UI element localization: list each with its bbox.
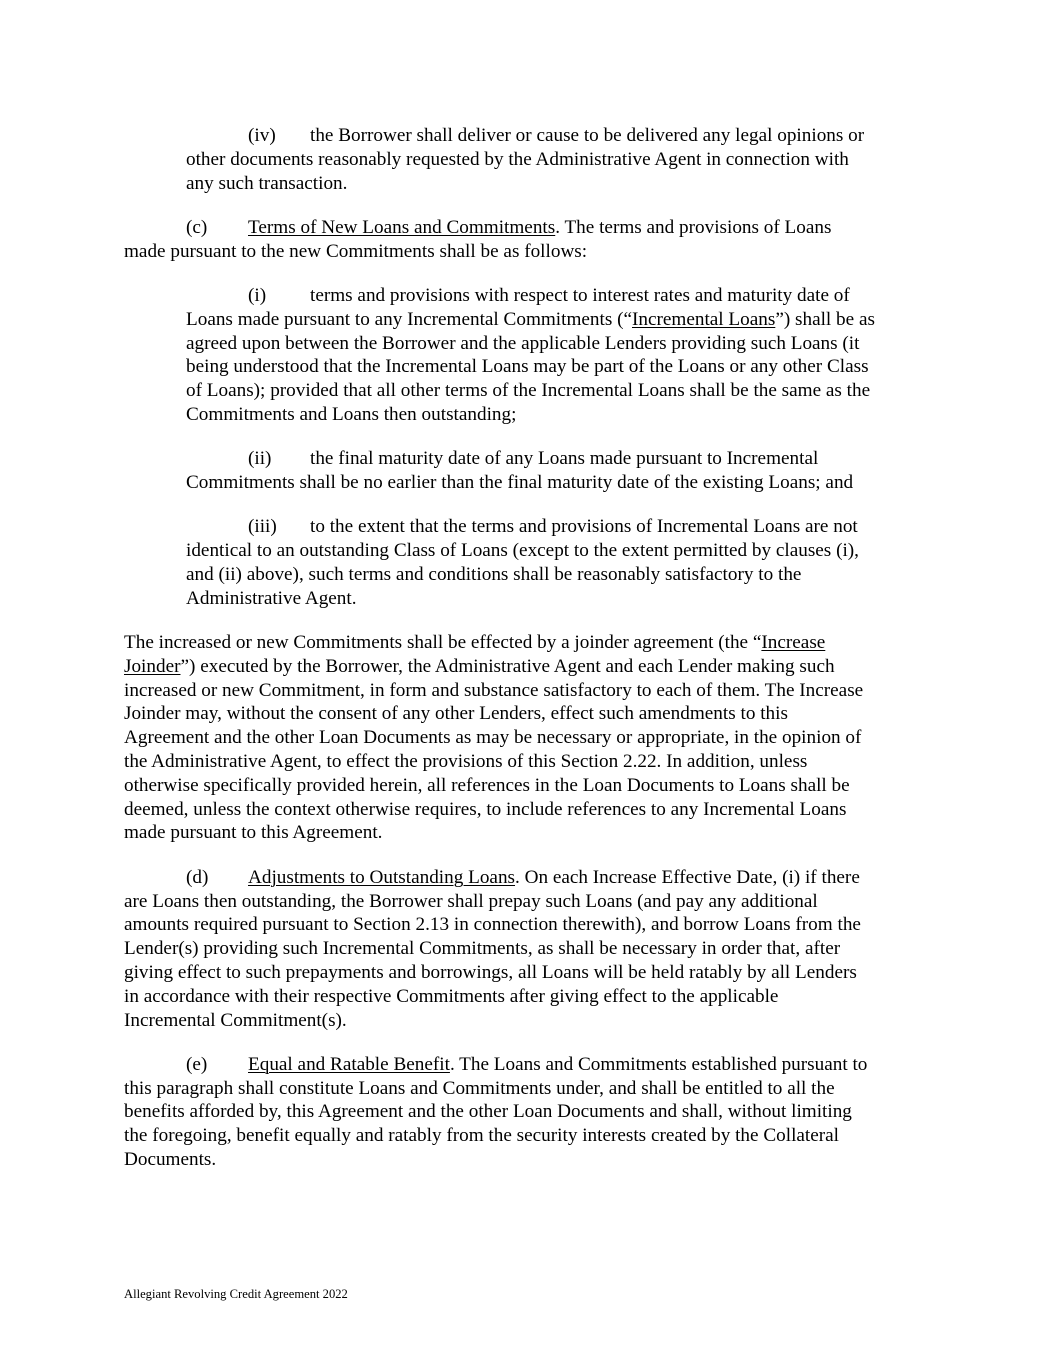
section-e-line-4: the foregoing, benefit equally and ratably from the security interests created by the Collateral bbox=[124, 1125, 839, 1147]
section-e-line-3: benefits afforded by, this Agreement and the other Loan Documents and shall, without limiting bbox=[124, 1101, 852, 1123]
section-c-label: (c) bbox=[186, 216, 208, 238]
clause-iii-label: (iii) bbox=[248, 516, 277, 538]
clause-iv bbox=[124, 124, 930, 195]
section-d-line-5: giving effect to such prepayments and borrowings, all Loans will be held ratably by all Lenders bbox=[124, 961, 857, 983]
joinder-term: Joinder bbox=[124, 655, 181, 677]
joinder-line-5: Agreement and the other Loan Documents as may be necessary or appropriate, in the opinion of bbox=[124, 727, 862, 749]
increase-term: Increase bbox=[761, 632, 826, 654]
section-d-line-1-rest: . On each Increase Effective Date, (i) if there bbox=[515, 866, 860, 888]
section-d bbox=[124, 866, 930, 1033]
clause-i-line-6: Commitments and Loans then outstanding; bbox=[186, 403, 517, 425]
section-d-label: (d) bbox=[186, 866, 209, 888]
clause-iv-line-1: the Borrower shall deliver or cause to be delivered any legal opinions or bbox=[310, 125, 865, 146]
section-d-line-2: are Loans then outstanding, the Borrower shall prepay such Loans (and pay any additional bbox=[124, 890, 818, 912]
clause-iv-line-2: other documents reasonably requested by the Administrative Agent in connection with bbox=[186, 148, 849, 170]
joinder-line-8: deemed, unless the context otherwise requires, to include references to any Incremental Loans bbox=[124, 798, 847, 820]
joinder-line-1-pre: The increased or new Commitments shall be effected by a joinder agreement (the “ bbox=[124, 632, 762, 654]
clause-i bbox=[124, 284, 930, 427]
document-page bbox=[124, 124, 930, 1172]
section-c-line-2: made pursuant to the new Commitments shall be as follows: bbox=[124, 240, 588, 262]
clause-iv-label: (iv) bbox=[248, 125, 276, 146]
clause-ii-label: (ii) bbox=[248, 448, 272, 470]
joinder-line-9: made pursuant to this Agreement. bbox=[124, 822, 383, 844]
clause-iv-line-3: any such transaction. bbox=[186, 172, 348, 194]
clause-i-line-2-pre: Loans made pursuant to any Incremental Commitments (“ bbox=[186, 308, 632, 330]
section-d-heading: Adjustments to Outstanding Loans bbox=[248, 866, 516, 888]
joinder-line-7: otherwise specifically provided herein, all references in the Loan Documents to Loans shall be bbox=[124, 774, 850, 796]
clause-ii-line-1: the final maturity date of any Loans made pursuant to Incremental bbox=[310, 448, 819, 470]
clause-iii-line-2: identical to an outstanding Class of Loans (except to the extent permitted by clauses (i), bbox=[186, 540, 859, 562]
section-d-line-3: amounts required pursuant to Section 2.13 in connection therewith), and borrow Loans from the bbox=[124, 914, 861, 936]
clause-i-label: (i) bbox=[248, 284, 267, 306]
incremental-loans-term: Incremental Loans bbox=[632, 308, 776, 330]
clause-i-line-5: of Loans); provided that all other terms of the Incremental Loans shall be the same as the bbox=[186, 380, 871, 402]
page-footer: Allegiant Revolving Credit Agreement 2022 bbox=[124, 1287, 348, 1301]
section-e bbox=[124, 1053, 930, 1172]
section-e-line-2: this paragraph shall constitute Loans and Commitments under, and shall be entitled to all the bbox=[124, 1077, 835, 1099]
clause-ii bbox=[124, 447, 930, 495]
clause-i-line-2-post: ”) shall be as bbox=[775, 308, 875, 330]
clause-i-line-4: being understood that the Incremental Loans may be part of the Loans or any other Class bbox=[186, 356, 869, 378]
joinder-line-2-post: ”) executed by the Borrower, the Administrative Agent and each Lender making such bbox=[180, 655, 835, 677]
section-e-line-1-rest: . The Loans and Commitments established pursuant to bbox=[449, 1053, 868, 1075]
clause-iii-line-4: Administrative Agent. bbox=[186, 587, 357, 609]
clause-i-line-3: agreed upon between the Borrower and the applicable Lenders providing such Loans (it bbox=[186, 332, 860, 354]
joinder-line-3: increased or new Commitment, in form and substance satisfactory to each of them. The Increase bbox=[124, 679, 864, 701]
clause-ii-line-2: Commitments shall be no earlier than the final maturity date of the existing Loans; and bbox=[186, 472, 854, 494]
section-d-line-7: Incremental Commitment(s). bbox=[124, 1009, 347, 1031]
joinder-paragraph bbox=[124, 631, 930, 845]
section-e-heading: Equal and Ratable Benefit bbox=[248, 1053, 450, 1075]
section-c-line-1-rest: . The terms and provisions of Loans bbox=[555, 216, 832, 238]
joinder-line-6: the Administrative Agent, to effect the provisions of this Section 2.22. In addition, unless bbox=[124, 751, 808, 773]
clause-iii-line-3: and (ii) above), such terms and conditions shall be reasonably satisfactory to the bbox=[186, 563, 802, 585]
joinder-line-4: Joinder may, without the consent of any other Lenders, effect such amendments to this bbox=[124, 703, 788, 725]
clause-i-line-1: terms and provisions with respect to interest rates and maturity date of bbox=[310, 284, 850, 306]
clause-iii-line-1: to the extent that the terms and provisions of Incremental Loans are not bbox=[310, 516, 858, 538]
section-d-line-4: Lender(s) providing such Incremental Commitments, as shall be necessary in order that, after bbox=[124, 938, 841, 960]
section-e-label: (e) bbox=[186, 1053, 208, 1075]
section-e-line-5: Documents. bbox=[124, 1148, 217, 1170]
section-d-line-6: in accordance with their respective Commitments after giving effect to the applicable bbox=[124, 985, 779, 1007]
section-c bbox=[124, 216, 930, 264]
section-c-heading: Terms of New Loans and Commitments bbox=[248, 216, 556, 238]
clause-iii bbox=[124, 515, 930, 610]
